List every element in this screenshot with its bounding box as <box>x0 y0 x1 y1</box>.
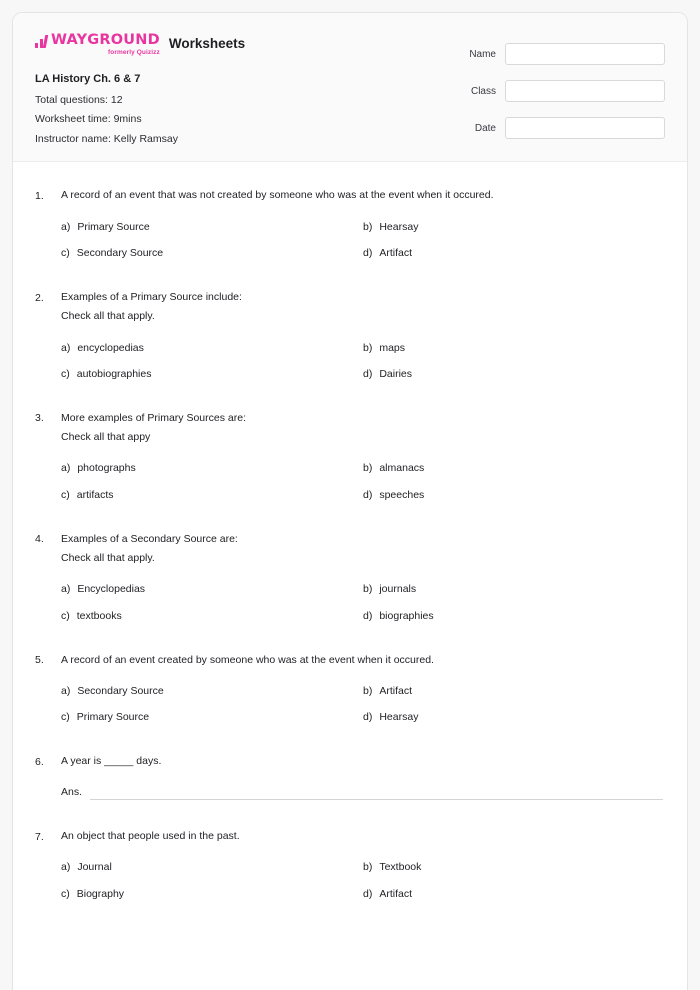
option-label: maps <box>379 341 406 354</box>
option-key: a) <box>61 220 71 233</box>
worksheet-time-text: Worksheet time: 9mins <box>35 113 142 126</box>
option-b[interactable] <box>363 860 665 875</box>
option-key: a) <box>61 684 71 697</box>
question-body <box>61 829 665 902</box>
brand-row <box>35 33 245 57</box>
brand-mark-row <box>35 33 160 48</box>
worksheet-title: LA History Ch. 6 & 7 <box>35 72 141 85</box>
option-key: d) <box>363 247 373 260</box>
option-label: Secondary Source <box>76 247 164 260</box>
option-c[interactable] <box>61 246 363 261</box>
option-label: Journal <box>77 861 112 874</box>
option-b[interactable] <box>363 684 665 699</box>
brand-logo <box>35 33 160 57</box>
date-input[interactable] <box>505 117 665 139</box>
option-label: Primary Source <box>76 711 150 724</box>
option-c[interactable] <box>61 367 363 382</box>
option-key: d) <box>363 609 373 622</box>
option-a[interactable] <box>61 220 363 235</box>
class-field-label: Class <box>470 85 496 97</box>
option-label: almanacs <box>379 462 425 475</box>
option-key: d) <box>363 489 373 501</box>
name-input[interactable] <box>505 43 665 65</box>
question-instruction: Check all that appy <box>61 431 151 444</box>
field-row-class <box>447 80 665 102</box>
option-grid <box>61 860 665 901</box>
answer-write-line[interactable] <box>90 787 663 800</box>
question-number: 2. <box>35 291 44 304</box>
option-a[interactable] <box>61 684 363 699</box>
option-key: c) <box>61 368 70 381</box>
option-c[interactable] <box>61 488 363 503</box>
questions-list <box>13 162 687 925</box>
option-key: d) <box>363 887 373 900</box>
brand-tagline: formerly Quizizz <box>108 49 160 56</box>
question-text: An object that people used in the past. <box>61 830 240 842</box>
option-label: Secondary Source <box>77 684 164 697</box>
option-key: d) <box>363 368 373 381</box>
option-label: Textbook <box>379 861 422 874</box>
question-number: 3. <box>35 412 44 425</box>
worksheet-header <box>13 13 687 162</box>
option-a[interactable] <box>61 860 363 875</box>
option-b[interactable] <box>363 220 665 235</box>
question-number: 4. <box>35 533 44 546</box>
option-grid <box>61 461 665 502</box>
option-key: c) <box>61 247 70 260</box>
option-grid <box>61 582 665 623</box>
field-row-name <box>447 43 665 65</box>
option-label: Dairies <box>379 368 413 381</box>
question-text: Examples of a Secondary Source are: <box>61 532 238 545</box>
question-body <box>61 532 665 624</box>
question-text: More examples of Primary Sources are: <box>61 411 246 424</box>
option-label: journals <box>379 583 417 596</box>
option-key: a) <box>61 583 71 596</box>
question-instruction: Check all that apply. <box>61 551 155 564</box>
product-label: Worksheets <box>168 36 246 51</box>
question-text: Examples of a Primary Source include: <box>61 291 242 304</box>
date-field-label: Date <box>474 122 496 134</box>
option-key: c) <box>61 489 70 501</box>
option-key: c) <box>61 887 70 900</box>
option-c[interactable] <box>61 887 363 902</box>
option-label: Encyclopedias <box>77 583 146 596</box>
option-key: a) <box>61 462 71 475</box>
question-number: 5. <box>35 654 44 666</box>
wayground-bars-logo-icon <box>35 35 47 48</box>
option-label: biographies <box>379 609 434 622</box>
name-field-label: Name <box>469 48 496 60</box>
question-item <box>35 754 665 800</box>
option-grid <box>61 341 665 382</box>
question-text: A record of an event that was not created by someone who was at the event when it occured. <box>61 189 494 202</box>
option-label: artifacts <box>76 489 114 501</box>
question-number: 1. <box>35 189 44 202</box>
answer-label: Ans. <box>61 786 83 799</box>
worksheet-sheet <box>12 12 688 990</box>
option-label: encyclopedias <box>77 341 144 354</box>
question-body <box>61 411 665 503</box>
option-c[interactable] <box>61 710 363 725</box>
question-item <box>35 829 665 902</box>
option-label: Hearsay <box>379 711 419 724</box>
option-key: d) <box>363 711 373 724</box>
option-label: Hearsay <box>379 220 419 233</box>
header-left-column <box>35 31 245 145</box>
option-label: Artifact <box>379 684 413 697</box>
question-item <box>35 411 665 503</box>
question-body <box>61 188 665 261</box>
option-a[interactable] <box>61 582 363 597</box>
option-b[interactable] <box>363 582 665 597</box>
option-key: a) <box>61 341 71 354</box>
option-label: speeches <box>379 489 425 501</box>
option-d[interactable] <box>363 367 665 382</box>
option-label: Artifact <box>379 887 413 900</box>
option-d[interactable] <box>363 246 665 261</box>
instructor-name-text: Instructor name: Kelly Ramsay <box>35 132 178 145</box>
option-d[interactable] <box>363 710 665 725</box>
option-key: a) <box>61 861 71 874</box>
question-instruction: Check all that apply. <box>61 310 155 323</box>
class-input[interactable] <box>505 80 665 102</box>
option-key: c) <box>61 711 70 724</box>
option-key: b) <box>363 861 373 874</box>
option-b[interactable] <box>363 461 665 476</box>
option-d[interactable] <box>363 609 665 624</box>
total-questions-text: Total questions: 12 <box>35 93 123 106</box>
option-a[interactable] <box>61 341 363 356</box>
option-label: Artifact <box>379 247 413 260</box>
option-key: b) <box>363 583 373 596</box>
question-item <box>35 653 665 726</box>
option-grid <box>61 684 665 725</box>
option-grid <box>61 220 665 261</box>
option-key: c) <box>61 609 70 622</box>
question-item <box>35 532 665 624</box>
option-label: autobiographies <box>76 368 152 381</box>
question-item <box>35 290 665 382</box>
question-number: 7. <box>35 830 44 843</box>
question-body <box>61 754 665 800</box>
option-label: Primary Source <box>77 220 150 233</box>
brand-name: WAYGROUND <box>51 32 160 48</box>
option-key: b) <box>363 220 373 233</box>
option-label: textbooks <box>76 609 122 622</box>
option-d[interactable] <box>363 887 665 902</box>
option-d[interactable] <box>363 488 665 503</box>
short-answer-row <box>61 785 665 800</box>
option-b[interactable] <box>363 341 665 356</box>
option-key: b) <box>363 341 373 354</box>
question-body <box>61 290 665 382</box>
student-info-fields <box>447 31 665 139</box>
option-c[interactable] <box>61 609 363 624</box>
question-number: 6. <box>35 755 44 768</box>
option-label: photographs <box>77 462 136 475</box>
question-item <box>35 188 665 261</box>
option-key: b) <box>363 462 373 475</box>
option-label: Biography <box>76 887 125 900</box>
option-key: b) <box>363 684 373 697</box>
question-body <box>61 653 665 726</box>
field-row-date <box>447 117 665 139</box>
option-a[interactable] <box>61 461 363 476</box>
question-text: A record of an event created by someone who was at the event when it occured. <box>61 653 434 666</box>
question-text: A year is _____ days. <box>61 755 162 768</box>
